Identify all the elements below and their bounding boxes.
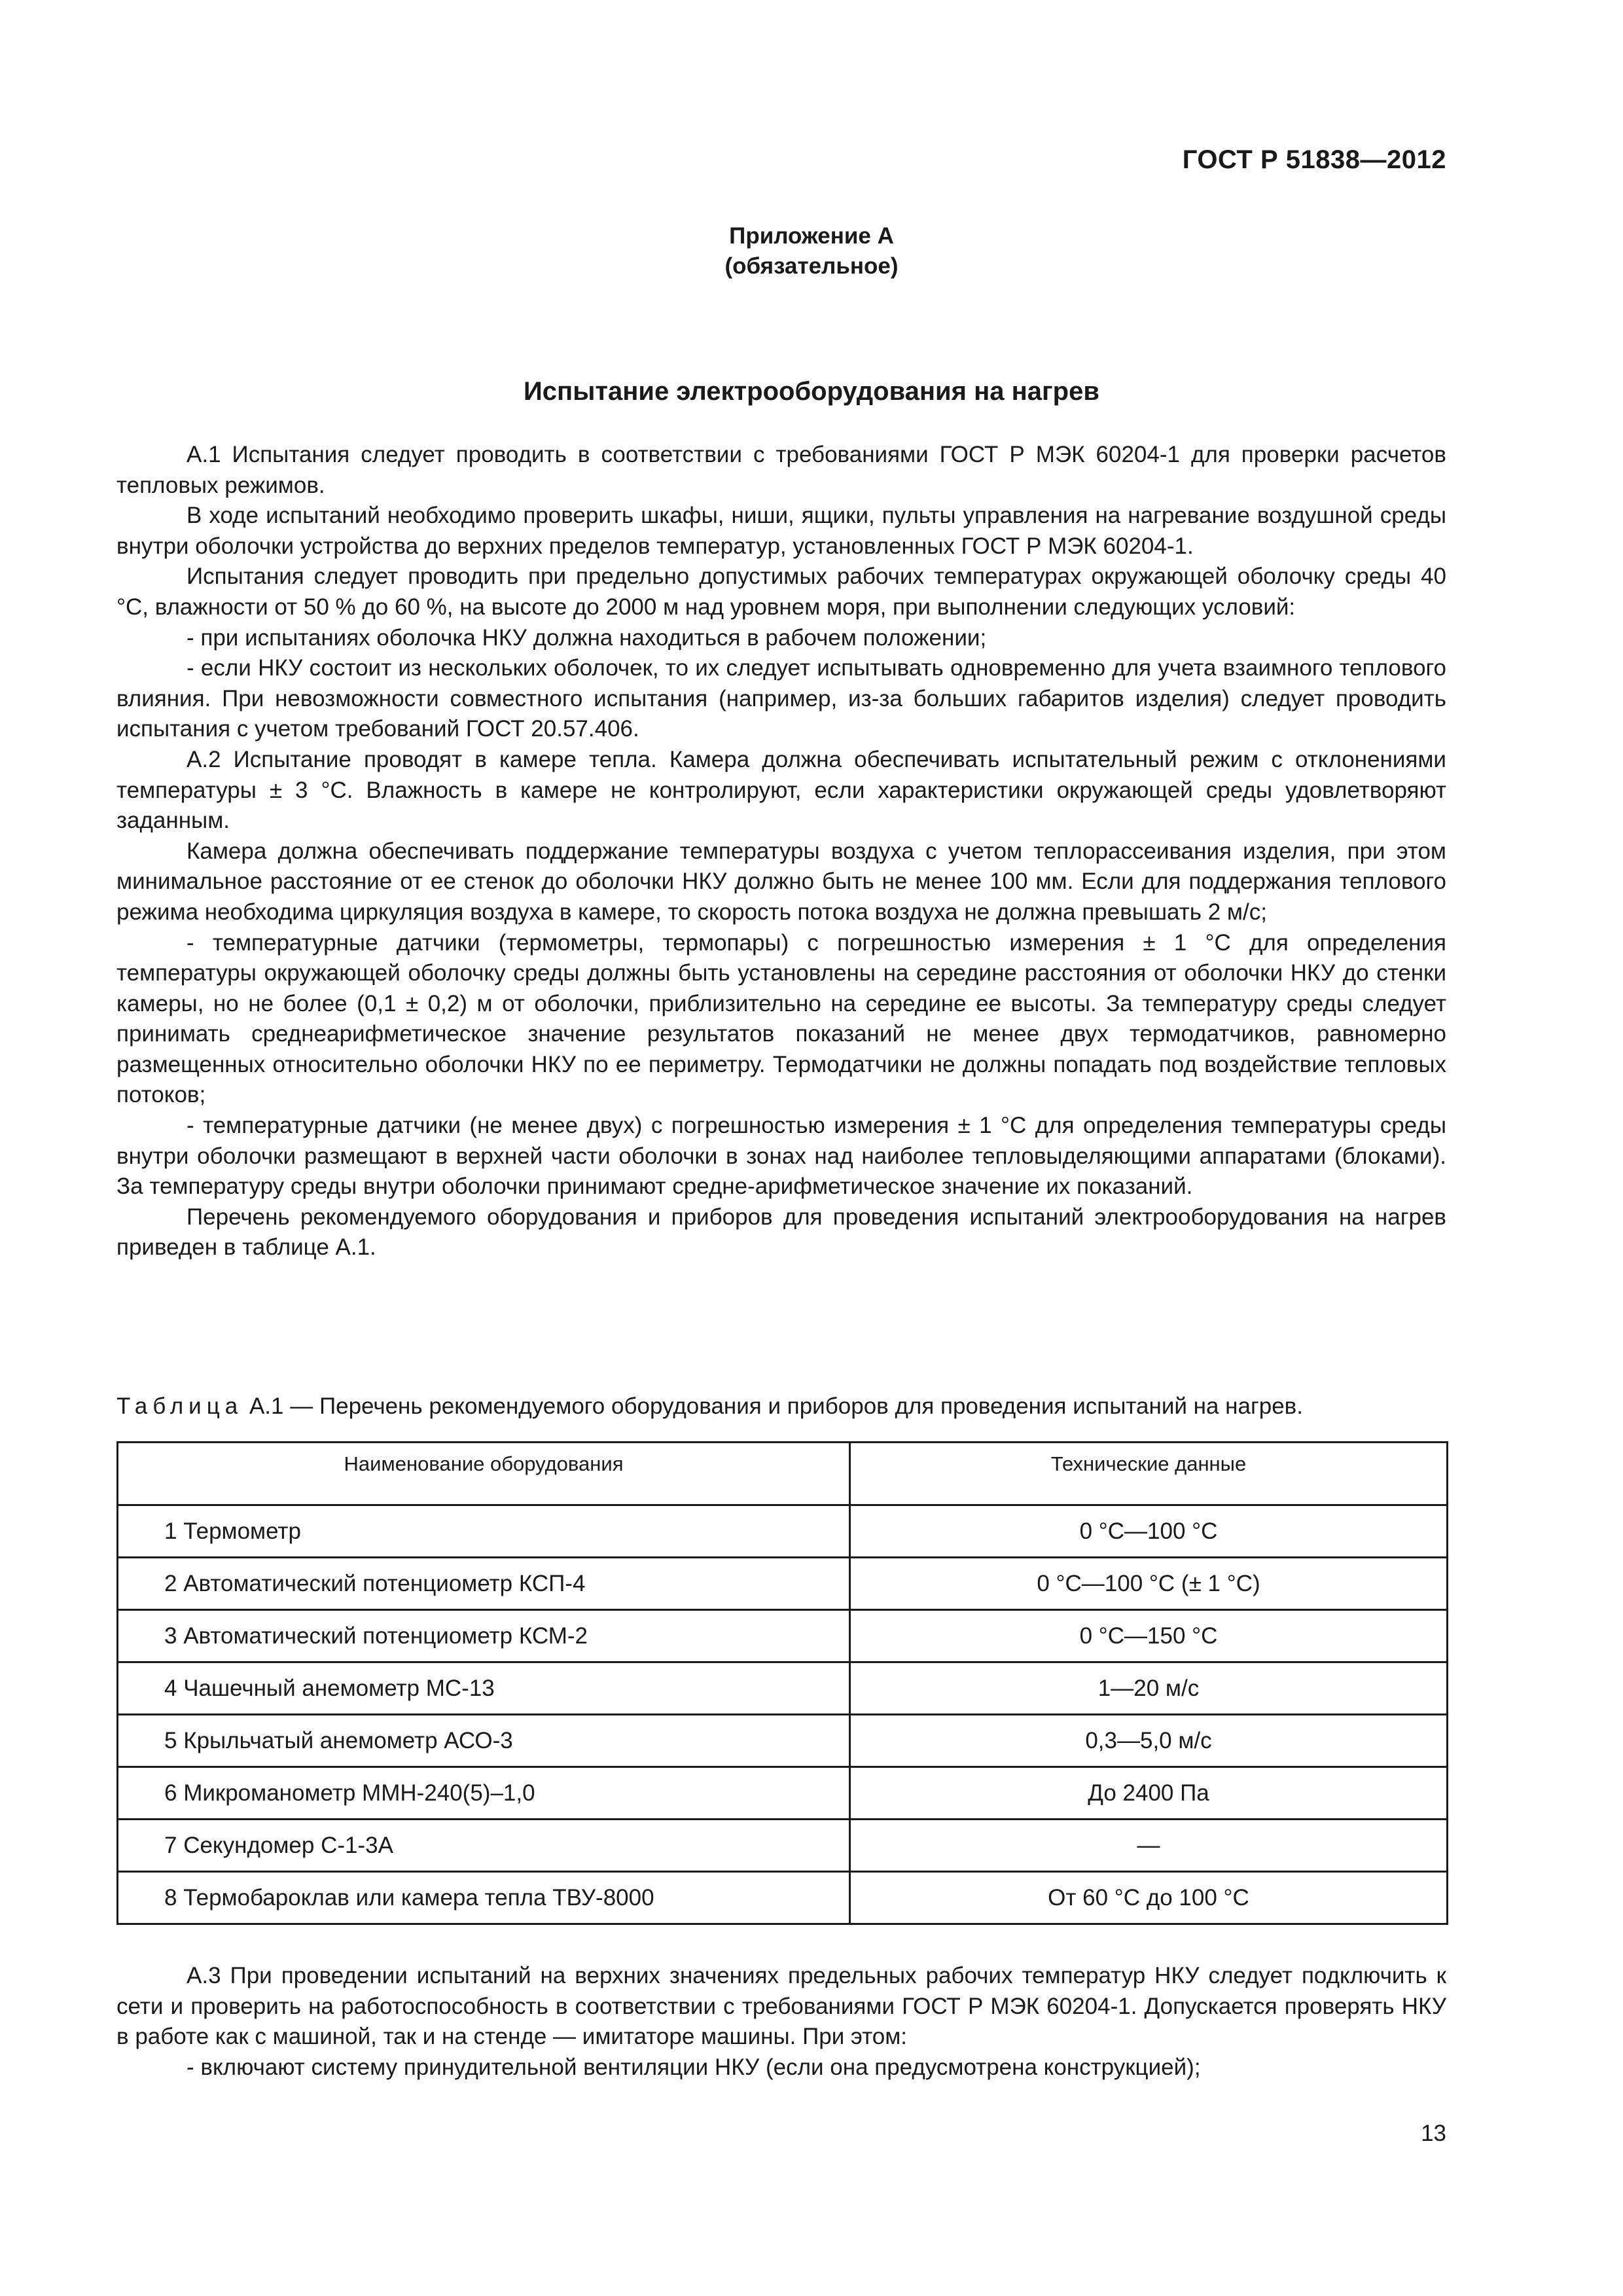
document-code: ГОСТ Р 51838—2012 (1182, 145, 1446, 174)
equipment-name-cell: 1 Термометр (118, 1505, 850, 1558)
paragraph: Перечень рекомендуемого оборудования и приборов для проведения испытаний электрооборудования на нагрев приведен в таблице А.1. (116, 1204, 1446, 1261)
table-caption-prefix: Таблица (116, 1393, 243, 1419)
table-row (118, 1662, 1448, 1715)
equipment-name-cell: 7 Секундомер С-1-3А (118, 1820, 850, 1872)
paragraph: - при испытаниях оболочка НКУ должна находиться в рабочем положении; (187, 624, 987, 651)
table-row (118, 1820, 1448, 1872)
paragraph: Испытания следует проводить при предельно допустимых рабочих температурах окружающей оболочку среды 40 °С, влажности от 50 % до 60 %, на высоте до 2000 м над уровнем моря, при выполнении следующих условий: (116, 564, 1446, 620)
equipment-name-cell: 8 Термобароклав или камера тепла ТВУ-8000 (118, 1872, 850, 1924)
spec-cell: 1—20 м/с (850, 1662, 1448, 1715)
paragraph: - включают систему принудительной вентиляции НКУ (если она предусмотрена конструкцией); (187, 2054, 1201, 2080)
equipment-name-cell: 4 Чашечный анемометр МС-13 (118, 1662, 850, 1715)
paragraph: - температурные датчики (не менее двух) с погрешностью измерения ± 1 °С для определения температуры среды внутри оболочки размещают в верхней части оболочки в зонах над наиболее тепловыделяющими аппаратами (блоками). За температуру среды внутри оболочки принимают средне-арифметическое значение их показаний. (116, 1113, 1446, 1200)
paragraph: - температурные датчики (термометры, термопары) с погрешностью измерения ± 1 °С для определения температуры окружающей оболочку среды должны быть установлены на середине расстояния от оболочки НКУ до стенки камеры, но не более (0,1 ± 0,2) м от оболочки, приблизительно на середине ее высоты. За температуру среды следует принимать среднеарифметическое значение результатов показаний не менее двух термодатчиков, равномерно размещенных относительно оболочки НКУ по ее периметру. Термодатчики не должны попадать под воздействие тепловых потоков; (116, 929, 1446, 1108)
table-caption-text: А.1 — Перечень рекомендуемого оборудования и приборов для проведения испытаний на нагрев. (243, 1393, 1303, 1419)
paragraph: В ходе испытаний необходимо проверить шкафы, ниши, ящики, пульты управления на нагревание воздушной среды внутри оболочки устройства до верхних пределов температур, установленных ГОСТ Р МЭК 60204-1. (116, 503, 1446, 559)
spec-cell: До 2400 Па (850, 1767, 1448, 1820)
equipment-name-cell: 2 Автоматический потенциометр КСП-4 (118, 1558, 850, 1610)
spec-cell: 0 °С—150 °С (850, 1610, 1448, 1662)
column-header-specs: Технические данные (850, 1443, 1448, 1505)
table-row (118, 1872, 1448, 1924)
body-text (116, 440, 1446, 1263)
spec-cell: 0 °С—100 °С (± 1 °С) (850, 1558, 1448, 1610)
appendix-title: Приложение А (729, 223, 894, 249)
table-caption (116, 1391, 1465, 1422)
appendix-status: (обязательное) (724, 253, 899, 279)
table-row (118, 1505, 1448, 1558)
spec-cell: От 60 °С до 100 °С (850, 1872, 1448, 1924)
paragraph: Камера должна обеспечивать поддержание температуры воздуха с учетом теплорассеивания изделия, при этом минимальное расстояние от ее стенок до оболочки НКУ должно быть не менее 100 мм. Если для поддержания теплового режима необходима циркуляция воздуха в камере, то скорость потока воздуха не должна превышать 2 м/с; (116, 838, 1446, 925)
equipment-name-cell: 6 Микроманометр ММН-240(5)–1,0 (118, 1767, 850, 1820)
table-row (118, 1715, 1448, 1767)
spec-cell: — (850, 1820, 1448, 1872)
table-row (118, 1558, 1448, 1610)
table-row (118, 1610, 1448, 1662)
section-title: Испытание электрооборудования на нагрев (524, 377, 1099, 406)
table-row (118, 1767, 1448, 1820)
paragraph: А.1 Испытания следует проводить в соответствии с требованиями ГОСТ Р МЭК 60204-1 для проверки расчетов тепловых режимов. (116, 442, 1446, 498)
equipment-name-cell: 3 Автоматический потенциометр КСМ-2 (118, 1610, 850, 1662)
body-text-after-table (116, 1961, 1446, 2083)
column-header-equipment: Наименование оборудования (118, 1443, 850, 1505)
equipment-table (116, 1441, 1448, 1925)
spec-cell: 0,3—5,0 м/с (850, 1715, 1448, 1767)
paragraph: А.2 Испытание проводят в камере тепла. Камера должна обеспечивать испытательный режим с отклонениями температуры ± 3 °С. Влажность в камере не контролируют, если характеристики окружающей среды удовлетворяют заданным. (116, 746, 1446, 834)
page-number: 13 (1421, 2121, 1446, 2146)
paragraph: - если НКУ состоит из нескольких оболочек, то их следует испытывать одновременно для учета взаимного теплового влияния. При невозможности совместного испытания (например, из-за больших габаритов изделия) следует проводить испытания с учетом требований ГОСТ 20.57.406. (116, 655, 1446, 742)
paragraph: А.3 При проведении испытаний на верхних значениях предельных рабочих температур НКУ следует подключить к сети и проверить на работоспособность в соответствии с требованиями ГОСТ Р МЭК 60204-1. Допускается проверять НКУ в работе как с машиной, так и на стенде — имитаторе машины. При этом: (116, 1963, 1446, 2050)
spec-cell: 0 °С—100 °С (850, 1505, 1448, 1558)
table-header-row (118, 1443, 1448, 1505)
appendix-heading (0, 221, 1623, 281)
equipment-name-cell: 5 Крыльчатый анемометр АСО-3 (118, 1715, 850, 1767)
